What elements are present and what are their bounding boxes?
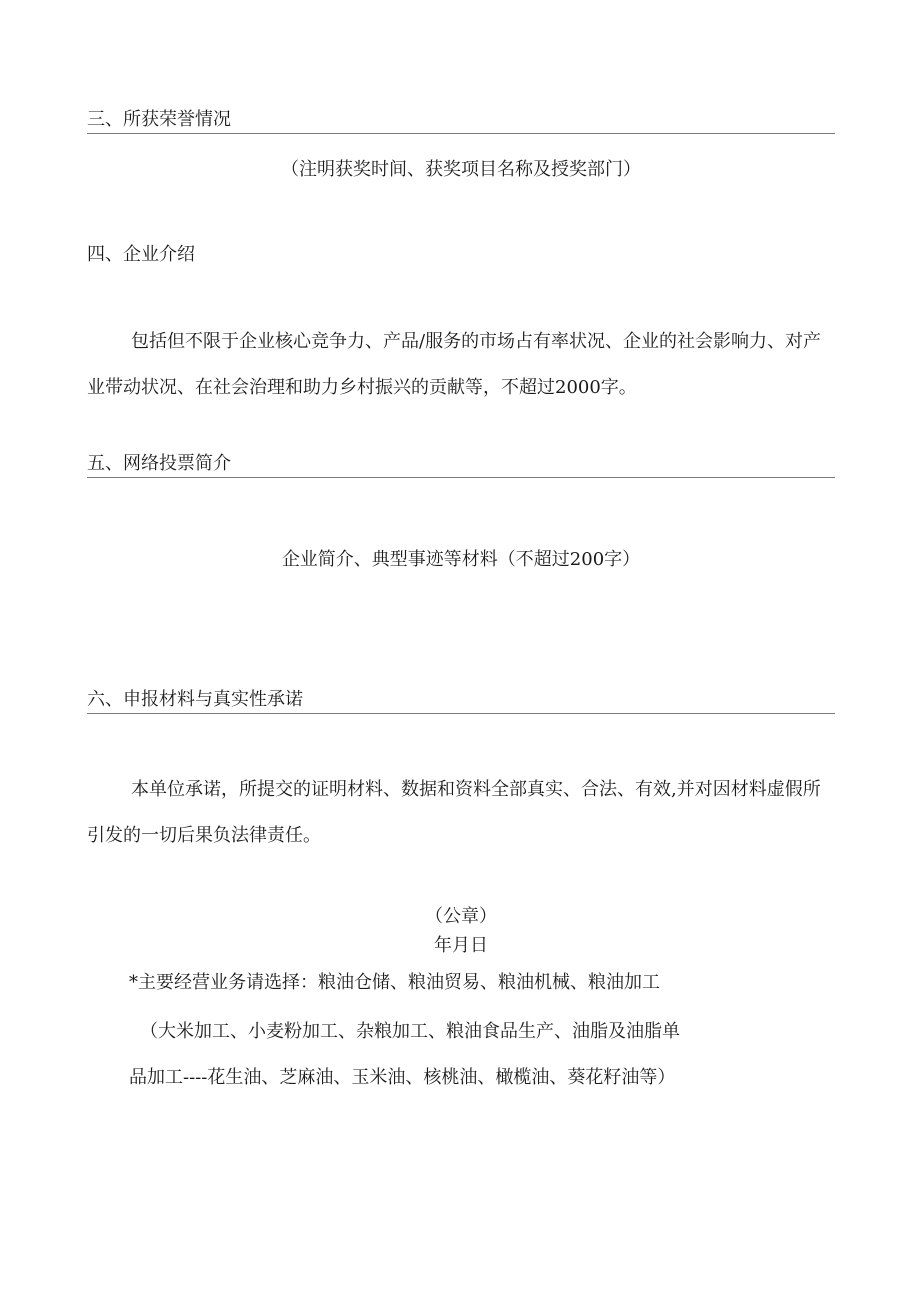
section-pledge-heading: 六、申报材料与真实性承诺 (87, 688, 835, 714)
section-vote-heading: 五、网络投票简介 (87, 452, 835, 478)
section-intro-heading: 四、企业介绍 (87, 244, 195, 265)
footnote-line-2: （大米加工、小麦粉加工、杂粮加工、粮油食品生产、油脂及油脂单 (140, 1021, 680, 1042)
section-pledge-body: 本单位承诺，所提交的证明材料、数据和资料全部真实、合法、有效,并对因材料虚假所引发的一切后果负法律责任。 (87, 779, 821, 846)
seal-label: （公章） (425, 906, 497, 927)
seal-date: 年月日 (434, 935, 488, 956)
footnote-line-1: *主要经营业务请选择：粮油仓储、粮油贸易、粮油机械、粮油加工 (129, 972, 660, 993)
footnote-line-3: 品加工----花生油、芝麻油、玉米油、核桃油、橄榄油、葵花籽油等） (129, 1067, 676, 1088)
section-honors-note: （注明获奖时间、获奖项目名称及授奖部门） (281, 159, 641, 180)
section-vote-note: 企业简介、典型事迹等材料（不超过200字） (281, 549, 641, 570)
section-intro-body: 包括但不限于企业核心竞争力、产品/服务的市场占有率状况、企业的社会影响力、对产业带动状况、在社会治理和助力乡村振兴的贡献等，不超过2000字。 (87, 331, 822, 398)
section-honors-heading: 三、所获荣誉情况 (87, 108, 835, 134)
